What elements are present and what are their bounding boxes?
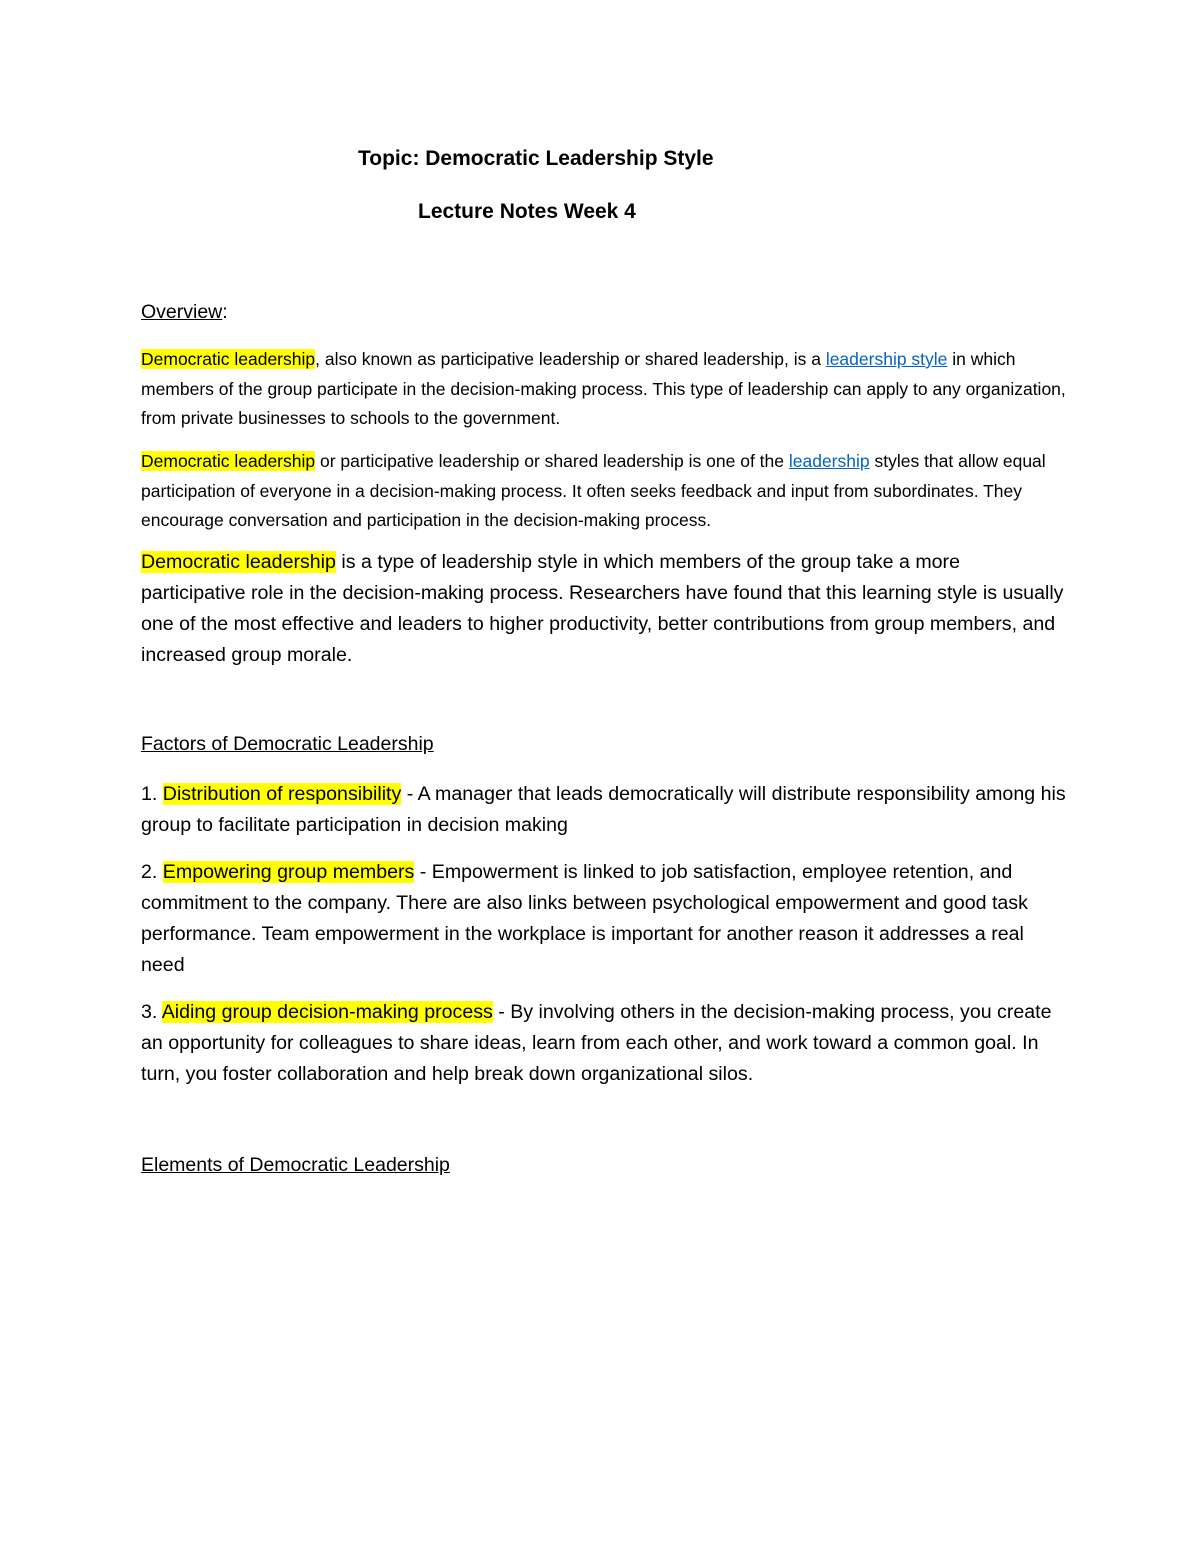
overview-heading-colon: : [222,301,228,323]
factor-item-1 [141,779,1069,841]
overview-paragraph-2 [141,447,1069,536]
paragraph-text: styles that allow equal participation of everyone in a decision-making process. It often seeks feedback and input from subordinates. They encourage conversation and participation in the decision-making process. [141,451,1046,530]
paragraph-text: , also known as participative leadership or shared leadership, is a [315,349,826,369]
paragraph-text: in which members of the group participate in the decision-making process. This type of leadership can apply to any organization, from private businesses to schools to the government. [141,349,1066,428]
highlighted-term: Democratic leadership [141,451,316,471]
elements-heading: Elements of Democratic Leadership [141,1154,450,1176]
leadership-style-link[interactable]: leadership style [825,349,948,369]
factor-item-3 [141,997,1069,1090]
overview-heading-line [141,297,1069,327]
factor-highlight: Distribution of responsibility [162,783,402,805]
leadership-link[interactable]: leadership [788,451,870,471]
factor-text: - By involving others in the decision-making process, you create an opportunity for colleagues to share ideas, learn from each other, and work toward a common goal. In turn, you foster collaboration and help break down organizational silos. [141,1001,1052,1085]
document-title: Topic: Democratic Leadership Style [358,147,714,170]
paragraph-text: or participative leadership or shared leadership is one of the [315,451,789,471]
highlighted-term: Democratic leadership [141,551,336,573]
factor-highlight: Empowering group members [162,861,415,883]
factor-number: 1. [141,783,163,805]
factor-highlight: Aiding group decision-making process [161,1001,493,1023]
factor-item-2 [141,857,1069,981]
factor-text: - A manager that leads democratically will distribute responsibility among his group to facilitate participation in decision making [141,783,1066,836]
document-subtitle: Lecture Notes Week 4 [418,200,636,223]
factor-number: 2. [141,861,163,883]
overview-paragraph-3 [141,547,1069,671]
highlighted-term: Democratic leadership [141,349,316,369]
factors-heading: Factors of Democratic Leadership [141,733,434,755]
overview-heading: Overview [141,301,223,323]
factor-text: - Empowerment is linked to job satisfaction, employee retention, and commitment to the company. There are also links between psychological empowerment and good task performance. Team empowerment in the workplace is important for another reason it addresses a real need [141,861,1028,976]
factor-number: 3. [141,1001,162,1023]
paragraph-text: is a type of leadership style in which members of the group take a more participative role in the decision-making process. Researchers have found that this learning style is usually one of the most effective and leaders to higher productivity, better contributions from group members, and increased group morale. [141,551,1064,666]
overview-paragraph-1 [141,345,1069,434]
